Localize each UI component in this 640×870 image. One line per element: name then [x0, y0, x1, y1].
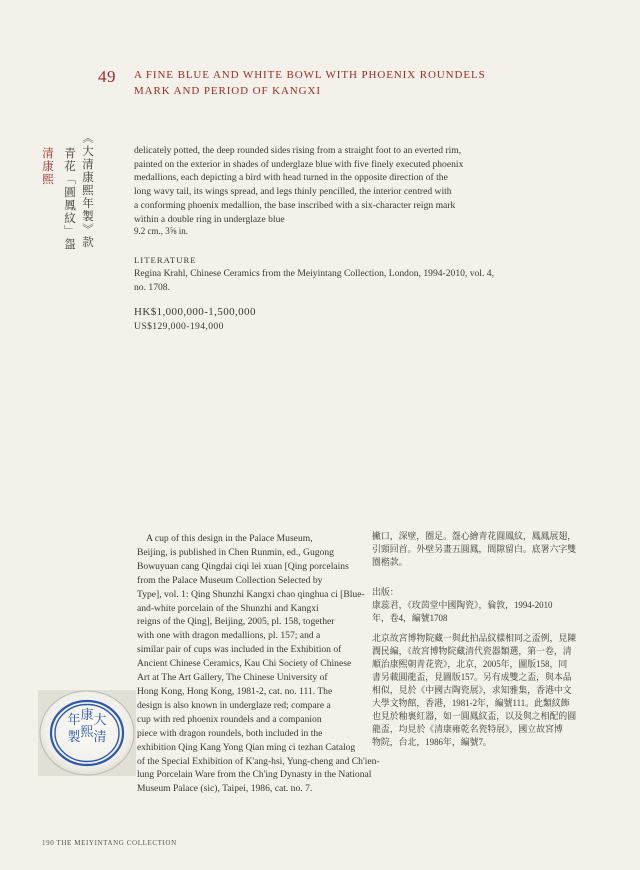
chinese-period: 清康熙: [41, 147, 53, 186]
page-footer: 190 THE MEIYINTANG COLLECTION: [42, 839, 177, 847]
chinese-note-line: 也見於釉裏紅器，如一圓鳳紋盃，以及與之相配的圓: [372, 711, 577, 721]
description-line: painted on the exterior in shades of underglaze blue with five finely executed phoenix: [134, 158, 464, 170]
note-line: Hong Kong, Hong Kong, 1981-2, cat. no. 111. The: [137, 685, 333, 697]
chinese-object-name: 青花「圓鳳紋」盌: [63, 147, 75, 251]
reign-mark-svg: [38, 690, 136, 776]
estimate-usd: US$129,000-194,000: [134, 321, 224, 332]
chinese-note: [372, 632, 622, 749]
description-line: long wavy tail, its wings spread, and legs thinly pencilled, the interior centred with: [134, 186, 452, 198]
lot-title-line: MARK AND PERIOD OF KANGXI: [134, 85, 321, 97]
chinese-note-line: 大學文物館，香港，1981-2年，編號111。此類紋飾: [372, 698, 570, 708]
note-line: of the Special Exhibition of K'ang-hsi, Yung-cheng and Ch'ien-: [137, 755, 380, 767]
lot-number: 49: [98, 67, 116, 86]
note-line: Bowuyuan cang Qingdai ciqi lei xuan [Qing porcelains: [137, 560, 349, 572]
chinese-description-line: 撇口，深壁，圈足。盌心繪青花圓鳳紋，鳳鳳展翅，: [372, 531, 577, 541]
note-line: cup with red phoenix roundels and a companion: [137, 713, 322, 725]
chinese-description-line: 圈楷款。: [372, 557, 408, 567]
chinese-literature-line: 康蕊君，《玫茵堂中國陶瓷》，倫敦，1994-2010: [372, 600, 553, 610]
estimate-hkd: HK$1,000,000-1,500,000: [134, 306, 256, 318]
note-line: Museum Palace (sic), Taipei, 1986, cat. no. 7.: [137, 783, 313, 795]
mark-character: 熙: [80, 725, 94, 740]
mark-character: 年: [67, 713, 81, 728]
chinese-literature-line: 年，卷4，編號1708: [372, 613, 448, 623]
note-line: A cup of this design in the Palace Museum,: [137, 533, 313, 544]
catalogue-note: [137, 532, 380, 796]
note-line: lung Porcelain Ware from the Ch'ing Dynasty in the National: [137, 769, 372, 781]
literature-reference: [134, 267, 514, 294]
note-line: Art at The Art Gallery, The Chinese University of: [137, 672, 328, 684]
mark-character: 康: [80, 708, 94, 723]
note-line: with one with dragon medallions, pl. 157; and a: [137, 630, 321, 642]
description-line: delicately potted, the deep rounded sides rising from a straight foot to an everted rim,: [134, 145, 462, 156]
mark-character: 大: [93, 713, 107, 728]
chinese-description-line: 引頸回首。外壁另畫五圓鳳，間隙留白。底署六字雙: [372, 544, 577, 554]
mark-character: 清: [93, 730, 107, 745]
note-line: reigns of the Qing], Beijing, 2005, pl. 158, together: [137, 616, 335, 628]
lot-description: [134, 144, 514, 226]
lot-title-line: A FINE BLUE AND WHITE BOWL WITH PHOENIX ROUNDELS: [134, 69, 486, 81]
chinese-note-line: 北京故宮博物院藏一與此拍品紋樣相同之盃例，見陳: [372, 633, 577, 643]
chinese-note-line: 物院，台北，1986年，編號7。: [372, 737, 492, 747]
chinese-literature: [372, 586, 622, 625]
note-line: piece with dragon roundels, both included in the: [137, 727, 323, 739]
reign-mark-photo: [38, 690, 136, 776]
description-line: medallions, each depicting a bird with head turned in the opposite direction of the: [134, 172, 448, 184]
note-line: Type], vol. 1: Qing Shunzhi Kangxi chao qinghua ci [Blue-: [137, 588, 365, 600]
note-line: similar pair of cups was included in the Exhibition of: [137, 644, 342, 656]
chinese-description: [372, 530, 622, 569]
description-line: a conforming phoenix medallion, the base inscribed with a six-character reign mark: [134, 199, 456, 211]
note-line: design is also known in underglaze red; compare a: [137, 699, 331, 711]
note-line: from the Palace Museum Collection Selected by: [137, 574, 323, 586]
note-line: Ancient Chinese Ceramics, Kau Chi Society of Chinese: [137, 658, 352, 670]
literature-line: Regina Krahl, Chinese Ceramics from the Meiyintang Collection, London, 1994-2010, vol. 4,: [134, 268, 494, 279]
note-line: exhibition Qing Kang Yong Qian ming ci tezhan Catalog: [137, 741, 356, 753]
chinese-note-line: 順治康熙朝青花瓷》，北京，2005年，圖版158，同: [372, 659, 568, 669]
chinese-note-line: 龍盃，均見於《清康雍乾名瓷特展》，國立故宮博: [372, 724, 563, 734]
literature-line: no. 1708.: [134, 281, 170, 293]
chinese-note-line: 潤民編，《故宮博物院藏清代瓷器類選，第一卷，清: [372, 646, 572, 656]
lot-title: [134, 67, 534, 99]
literature-heading: LITERATURE: [134, 255, 197, 265]
mark-character: 製: [67, 730, 81, 745]
note-line: and-white porcelain of the Shunzhi and Kangxi: [137, 602, 319, 614]
description-line: within a double ring in underglaze blue: [134, 213, 285, 225]
dimensions: 9.2 cm., 3⅝ in.: [134, 226, 188, 236]
chinese-reign-mark-title: 《大清康熙年製》款: [81, 132, 93, 249]
chinese-note-line: 書另載圓龍盃，見圖版157。另有成雙之盃，與本品: [372, 672, 572, 682]
note-line: Beijing, is published in Chen Runmin, ed., Gugong: [137, 546, 334, 558]
chinese-note-line: 相似，見於《中國古陶瓷展》，求知雅集，香港中文: [372, 685, 572, 695]
chinese-literature-line: 出版：: [372, 587, 399, 597]
